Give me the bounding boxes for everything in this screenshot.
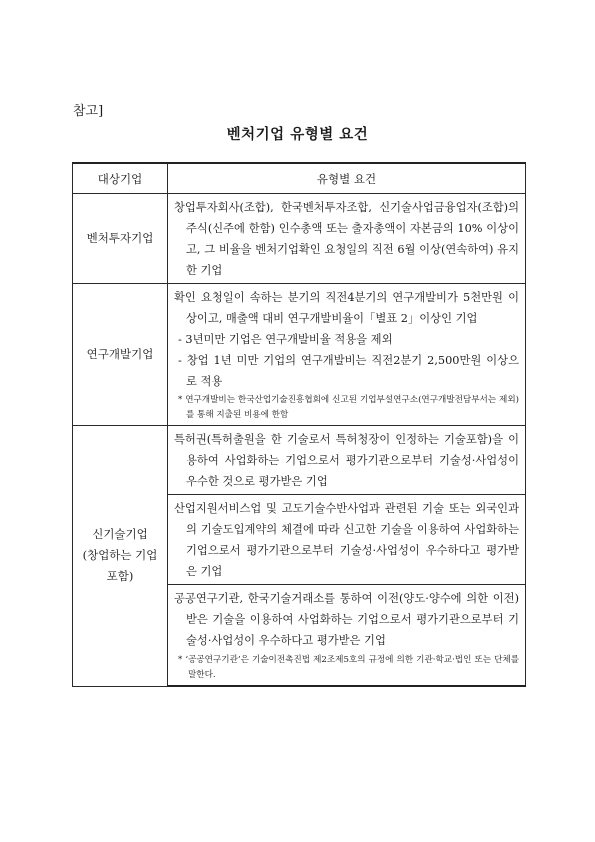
requirement-item: - 3년미만 기업은 연구개발비율 적용을 제외 (178, 333, 393, 346)
table-row (73, 284, 526, 426)
category-venture-investment: 벤처투자기업 (73, 194, 168, 284)
requirement-cell (168, 426, 526, 495)
category-line: 신기술기업 (92, 527, 148, 542)
requirement-note: * 연구개발비는 한국산업기술진흥협회에 신고된 기업부설연구소(연구개발전담부서는 제외)를 통해 지출된 비용에 한함 (178, 395, 519, 420)
requirement-text: 특허권(특허출원을 한 기술로서 특허청장이 인정하는 기술포함)을 이용하여 사업화하는 기업으로서 평가기관으로부터 기술성·사업성이 우수한 것으로 평가받은 기업 (174, 433, 519, 488)
category-line: 포함) (106, 569, 134, 584)
table-row (73, 426, 526, 495)
requirement-text: 산업지원서비스업 및 고도기술수반사업과 관련된 기술 또는 외국인과의 기술도입계약의 체결에 따라 신고한 기술을 이용하여 사업화하는 기업으로서 평가기관으로부터 기술성·사업성이 우수하다고 평가받은 기업 (174, 502, 519, 578)
reference-label: 참고] (73, 104, 104, 119)
requirement-cell (168, 194, 526, 284)
requirement-text: 확인 요청일이 속하는 분기의 직전4분기의 연구개발비가 5천만원 이상이고, 매출액 대비 연구개발비율이「별표 2」이상인 기업 (174, 291, 519, 325)
requirement-cell (168, 495, 526, 585)
requirement-note: * ‘공공연구기관’은 기술이전촉진법 제2조제5호의 규정에 의한 기관·학교·법인 또는 단체를 말한다. (178, 655, 519, 680)
category-line: (창업하는 기업 (82, 548, 158, 563)
table-row (73, 194, 526, 284)
requirement-item: - 창업 1년 미만 기업의 연구개발비는 직전2분기 2,500만원 이상으로 적용 (178, 354, 519, 388)
category-new-tech (73, 426, 168, 687)
header-requirements: 유형별 요건 (168, 163, 526, 194)
header-target-company: 대상기업 (73, 163, 168, 194)
requirements-table (72, 162, 526, 687)
page-title: 벤처기업 유형별 요건 (226, 127, 369, 143)
requirement-cell (168, 284, 526, 426)
requirement-text: 공공연구기관, 한국기술거래소를 통하여 이전(양도·양수에 의한 이전)받은 기술을 이용하여 사업화하는 기업으로서 평가기관으로부터 기술성·사업성이 우수하다고 평가받은 기업 (174, 592, 519, 647)
table-header-row (73, 163, 526, 194)
category-rnd: 연구개발기업 (73, 284, 168, 426)
requirement-text: 창업투자회사(조합), 한국벤처투자조합, 신기술사업금융업자(조합)의 주식(신주에 한함) 인수총액 또는 출자총액이 자본금의 10% 이상이고, 그 비율을 벤처기업확인 요청일의 직전 6월 이상(연속하여) 유지한 기업 (174, 201, 519, 277)
requirement-cell (168, 585, 526, 687)
